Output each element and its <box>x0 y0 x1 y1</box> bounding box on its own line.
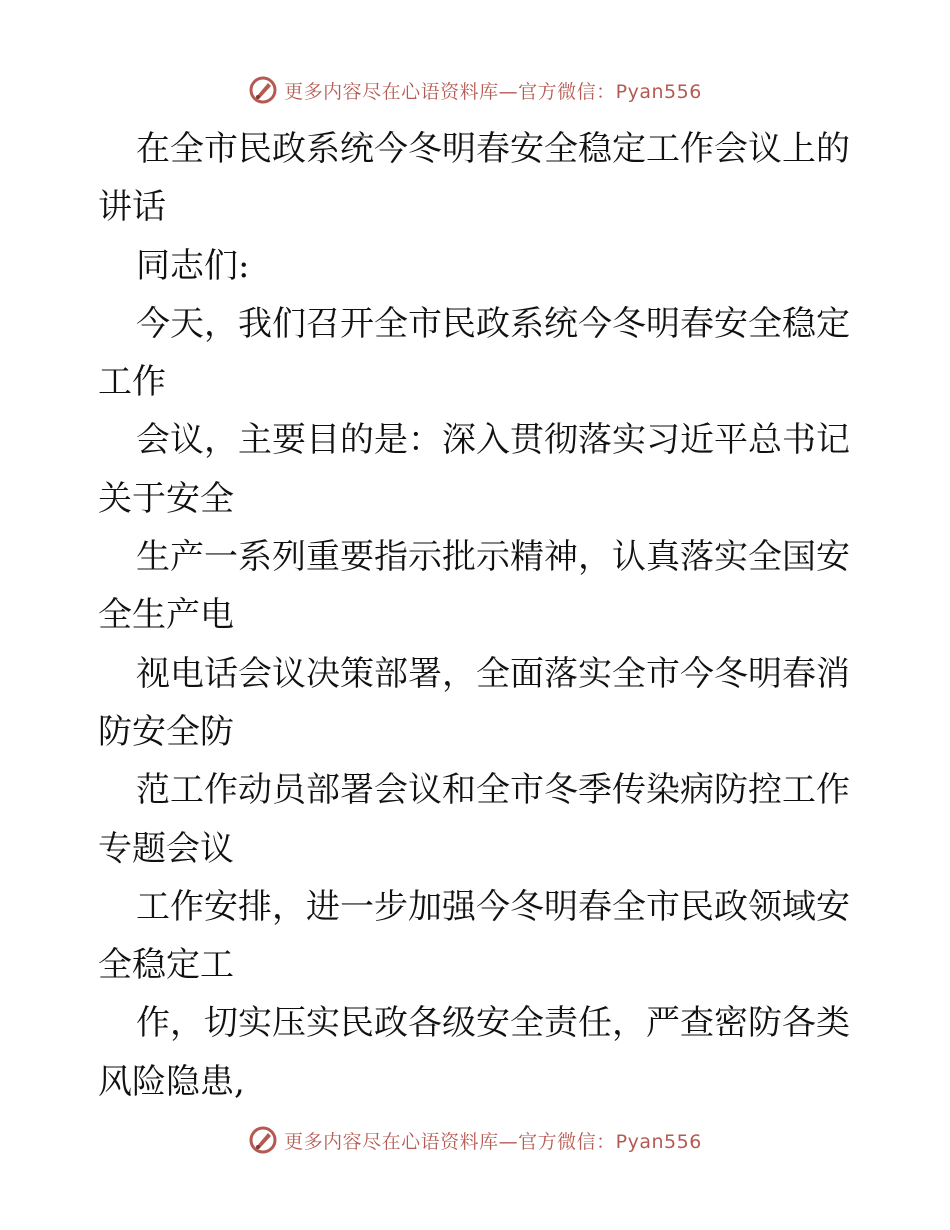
text-line: 同志们: <box>136 245 250 286</box>
pen-logo-icon <box>248 1125 278 1155</box>
text-line: 视电话会议决策部署，全面落实全市今冬明春消 <box>136 653 850 694</box>
text-line: 在全市民政系统今冬明春安全稳定工作会议上的 <box>136 129 850 169</box>
text-line: 讲话 <box>98 187 166 228</box>
text-line: 专题会议 <box>98 828 234 869</box>
watermark-text: 更多内容尽在心语资料库—官方微信：Pyan556 <box>284 80 702 103</box>
document-body <box>98 120 858 1111</box>
text-line: 工作 <box>98 362 166 403</box>
text-line: 生产一系列重要指示批示精神，认真落实全国安 <box>136 537 850 578</box>
text-line: 全稳定工 <box>98 945 234 986</box>
text-line: 工作安排，进一步加强今冬明春全市民政领域安 <box>136 886 850 927</box>
footer-watermark <box>0 1122 950 1158</box>
text-line: 全生产电 <box>98 595 234 636</box>
text-line: 今天，我们召开全市民政系统今冬明春安全稳定 <box>136 303 850 344</box>
watermark-text: 更多内容尽在心语资料库—官方微信：Pyan556 <box>284 1130 702 1153</box>
text-line: 防安全防 <box>98 711 234 752</box>
text-line: 会议，主要目的是：深入贯彻落实习近平总书记 <box>136 420 850 461</box>
text-line: 作，切实压实民政各级安全责任，严查密防各类 <box>136 1003 850 1044</box>
text-line: 范工作动员部署会议和全市冬季传染病防控工作 <box>136 770 850 811</box>
text-line: 风险隐患, <box>98 1061 245 1102</box>
header-watermark <box>0 72 950 108</box>
text-line: 关于安全 <box>98 478 234 519</box>
pen-logo-icon <box>248 75 278 105</box>
